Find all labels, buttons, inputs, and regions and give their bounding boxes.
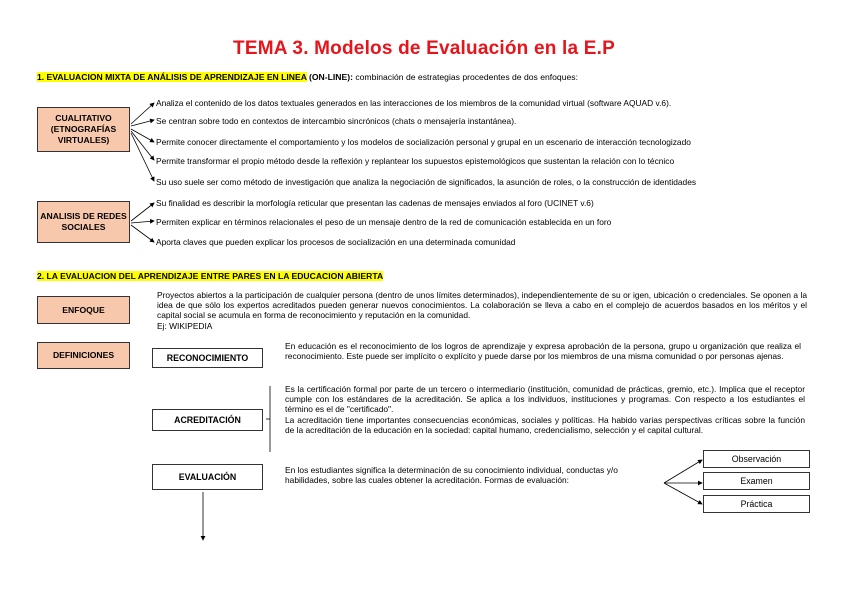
acreditacion-text bbox=[285, 384, 805, 435]
reconocimiento-text: En educación es el reconocimiento de los logros de aprendizaje y expresa aprobación de la persona, grupo u organización que realiza el reconocimiento. Este puede ser implícito o explícito y puede darse por los miembros de una misma comunidad o por personas ajenas. bbox=[285, 341, 801, 362]
reconocimiento-box: RECONOCIMIENTO bbox=[152, 348, 263, 368]
section2-heading bbox=[37, 271, 383, 281]
redes-item: Permiten explicar en términos relacionales el peso de un mensaje dentro de la red de comunicación establecida en un foro bbox=[156, 217, 612, 227]
enfoque-example: Ej: WIKIPEDIA bbox=[157, 320, 213, 331]
acreditacion-box: ACREDITACIÓN bbox=[152, 409, 263, 431]
section1-heading-rest: combinación de estrategias procedentes de dos enfoques: bbox=[355, 72, 578, 82]
redes-item: Su finalidad es describir la morfología reticular que presentan las cadenas de mensajes enviados al foro (UCINET v.6) bbox=[156, 198, 594, 208]
cualitativo-box: CUALITATIVO (ETNOGRAFÍAS VIRTUALES) bbox=[37, 107, 130, 152]
cualitativo-item: Su uso suele ser como método de investigación que analiza la negociación de significados, la asunción de roles, o la construcción de identidades bbox=[156, 177, 697, 187]
evaluacion-box: EVALUACIÓN bbox=[152, 464, 263, 490]
acreditacion-definition: Es la certificación formal por parte de un tercero o intermediario (institución, comunidad de prácticas, gremio, etc.). Implica que el receptor cumple con los estándares de la acreditación. Se aplica a los individuos, instituciones y programas. Con respecto a los estudiantes el término es el de "certificado". bbox=[285, 384, 805, 415]
enfoque-box: ENFOQUE bbox=[37, 296, 130, 324]
forma-observacion-box: Observación bbox=[703, 450, 810, 468]
forma-examen-box: Examen bbox=[703, 472, 810, 490]
evaluacion-text: En los estudiantes significa la determinación de su conocimiento individual, conductas y/o habilidades, sobre las cuales obtener la acreditación. Formas de evaluación: bbox=[285, 465, 618, 486]
definiciones-box: DEFINICIONES bbox=[37, 342, 130, 369]
section1-heading-highlight: 1. EVALUACION MIXTA DE ANÁLISIS DE APRENDIZAJE EN LINEA bbox=[37, 72, 307, 82]
cualitativo-item: Permite conocer directamente el comportamiento y los modelos de socialización personal y grupal en un escenario de interacción tecnologizado bbox=[156, 137, 691, 147]
enfoque-description: Proyectos abiertos a la participación de cualquier persona (dentro de unos límites determinados), independientemente de su or igen, ubicación o credenciales. Se oponen a la idea de que sólo los expertos acreditados pueden generar nuevos conocimientos. La colaboración se lleva a cabo en el complejo de acuerdos basados en los méritos y el capital social se acumula en forma de reconocimiento y reputación en la comunidad. bbox=[157, 290, 807, 321]
cualitativo-item: Permite transformar el propio método desde la reflexión y replantear los supuestos epistemológicos que sustentan la relación con lo técnico bbox=[156, 156, 675, 166]
cualitativo-item: Se centran sobre todo en contextos de intercambio sincrónicos (chats o mensajería instantánea). bbox=[156, 116, 517, 126]
section2-heading-highlight: 2. LA EVALUACION DEL APRENDIZAJE ENTRE PARES EN LA EDUCACION ABIERTA bbox=[37, 271, 384, 281]
redes-box: ANALISIS DE REDES SOCIALES bbox=[37, 201, 130, 243]
redes-item: Aporta claves que pueden explicar los procesos de socialización en una determinada comunidad bbox=[156, 237, 516, 247]
acreditacion-consequences: La acreditación tiene importantes consecuencias económicas, sociales y políticas. Ha habido varias perspectivas críticas sobre la función de la acreditación de la educación en la sociedad: capital humano, credencialismo, selección y el capital cultural. bbox=[285, 414, 805, 435]
cualitativo-item: Analiza el contenido de los datos textuales generados en las interacciones de los miembros de la comunidad virtual (software AQUAD v.6). bbox=[156, 98, 672, 108]
enfoque-text bbox=[157, 290, 807, 331]
forma-practica-box: Práctica bbox=[703, 495, 810, 513]
page-title: TEMA 3. Modelos de Evaluación en la E.P bbox=[233, 38, 615, 59]
section1-heading-suffix: (ON-LINE): bbox=[309, 72, 353, 82]
